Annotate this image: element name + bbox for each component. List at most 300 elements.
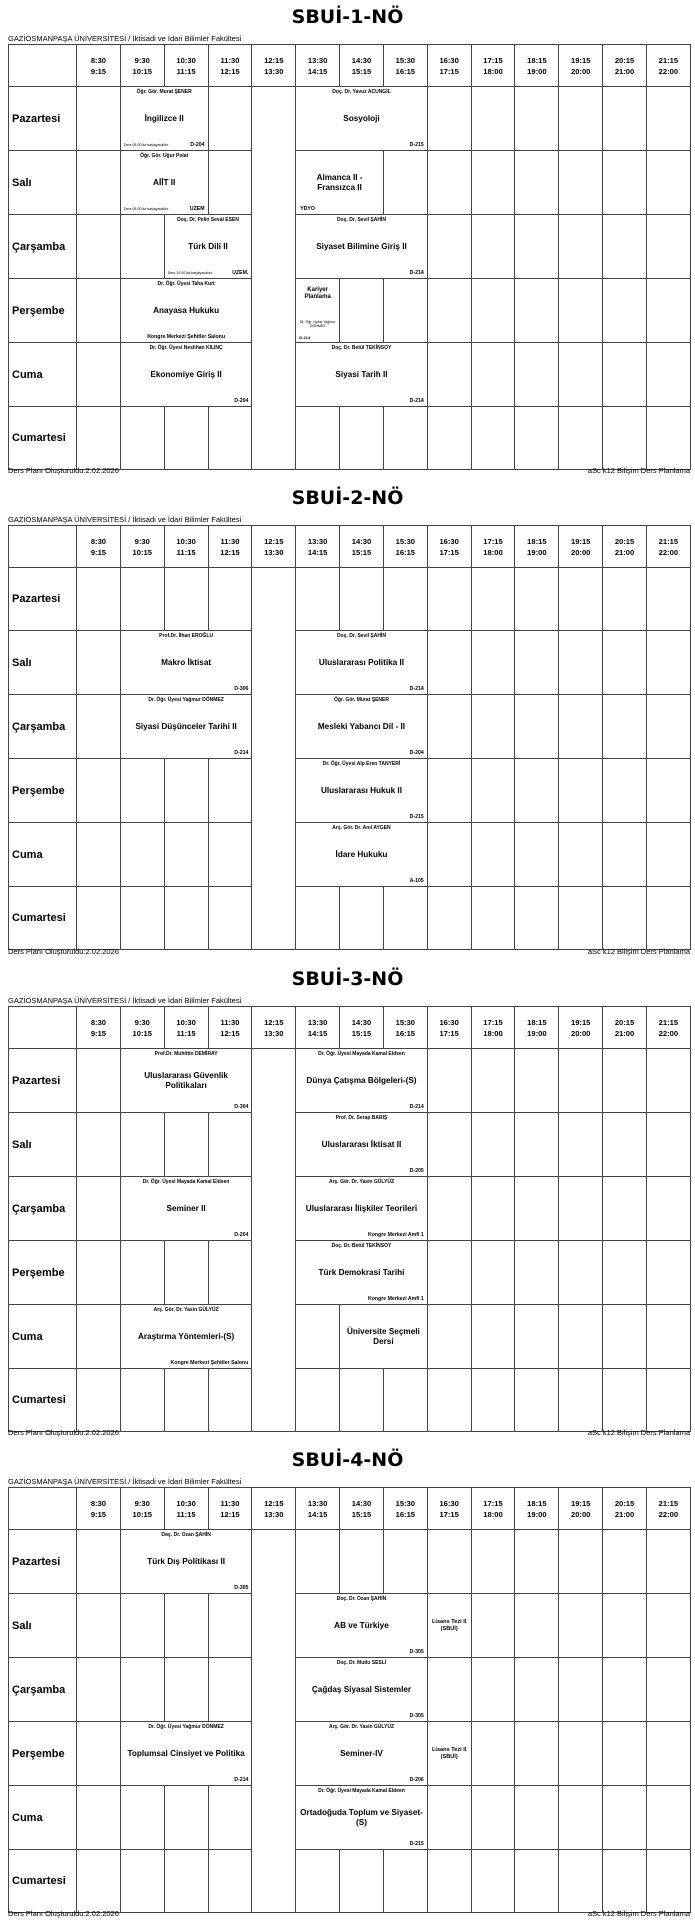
lesson-title: Uluslararası İlişkiler Teorileri: [305, 1203, 418, 1213]
empty-cell: [164, 759, 208, 823]
lesson-content: [428, 1594, 471, 1657]
empty-cell: [471, 1113, 515, 1177]
lesson-content: [296, 695, 427, 758]
empty-cell: [559, 407, 603, 470]
timetable-grid: [8, 1487, 691, 1913]
empty-cell: [646, 1241, 690, 1305]
timeslot-header: [427, 526, 471, 568]
lunch-break-cell: [252, 568, 296, 950]
timeslot-end: 14:15: [307, 66, 328, 76]
timeslot-header: [427, 1007, 471, 1049]
day-label: Pazartesi: [9, 1049, 77, 1113]
empty-cell: [603, 1369, 647, 1432]
lesson-cell[interactable]: [296, 1786, 428, 1850]
lesson-cell[interactable]: [296, 215, 428, 279]
footer-software: aSc k12 Bilişim Ders Planlama: [587, 1909, 690, 1918]
lesson-cell[interactable]: [427, 1594, 471, 1658]
empty-cell: [603, 87, 647, 151]
timeslot-start: 16:30: [439, 536, 459, 546]
empty-cell: [559, 1113, 603, 1177]
timeslot-start: 11:30: [220, 1498, 240, 1508]
lesson-cell[interactable]: [296, 759, 428, 823]
day-label: Çarşamba: [9, 1658, 77, 1722]
timeslot-end: 20:00: [570, 1509, 591, 1519]
lesson-content: [121, 151, 208, 214]
empty-cell: [603, 1305, 647, 1369]
empty-cell: [603, 151, 647, 215]
empty-cell: [646, 759, 690, 823]
lesson-cell[interactable]: [120, 343, 252, 407]
empty-cell: [120, 887, 164, 950]
lesson-room: Kongre Merkezi Şehitler Salonu: [170, 1360, 249, 1366]
lesson-cell[interactable]: [296, 1722, 428, 1786]
timeslot-end: 12:15: [220, 547, 240, 557]
lesson-content: [121, 343, 252, 406]
lesson-content: [296, 1658, 427, 1721]
timetable-page: [0, 1443, 695, 1923]
empty-cell: [427, 1113, 471, 1177]
lesson-content: [296, 279, 339, 342]
timeslot-start: 9:30: [134, 55, 150, 65]
lesson-cell[interactable]: [120, 279, 252, 343]
lesson-room: D-204: [190, 142, 205, 148]
timeslot-end: 13:30: [264, 1509, 284, 1519]
empty-cell: [559, 1850, 603, 1913]
timeslot-header: [427, 1488, 471, 1530]
footer-software: aSc k12 Bilişim Ders Planlama: [587, 466, 690, 475]
timeslot-end: 20:00: [570, 547, 591, 557]
timeslot-end: 12:15: [220, 1509, 240, 1519]
empty-cell: [646, 1722, 690, 1786]
empty-cell: [559, 151, 603, 215]
lesson-cell[interactable]: [296, 151, 384, 215]
timeslot-start: 15:30: [395, 536, 416, 546]
day-label: Cumartesi: [9, 887, 77, 950]
empty-cell: [646, 151, 690, 215]
lesson-title: AİİT II: [153, 177, 176, 187]
empty-cell: [515, 823, 559, 887]
empty-cell: [559, 1722, 603, 1786]
timeslot-header: [252, 1488, 296, 1530]
faculty-name: GAZİOSMANPAŞA ÜNİVERSİTESİ / İktisadi ve İdari Bilimler Fakültesi: [8, 515, 242, 524]
timeslot-start: 16:30: [439, 1017, 459, 1027]
lesson-cell[interactable]: [296, 1049, 428, 1113]
lesson-room: D-306: [234, 686, 249, 692]
empty-cell: [646, 1305, 690, 1369]
timeslot-header: [164, 1007, 208, 1049]
empty-cell: [515, 568, 559, 631]
timeslot-start: 19:15: [570, 55, 591, 65]
lesson-cell[interactable]: [120, 1722, 252, 1786]
timeslot-start: 17:15: [483, 536, 503, 546]
lesson-cell[interactable]: [296, 695, 428, 759]
empty-cell: [515, 151, 559, 215]
timeslot-end: 19:00: [527, 547, 547, 557]
day-label: Perşembe: [9, 1241, 77, 1305]
lesson-content: [296, 343, 427, 406]
day-label: Pazartesi: [9, 568, 77, 631]
page-title: SBUİ-3-NÖ: [291, 968, 404, 990]
empty-cell: [603, 215, 647, 279]
empty-cell: [77, 1722, 121, 1786]
timeslot-end: 10:15: [132, 1509, 152, 1519]
empty-cell: [427, 759, 471, 823]
lesson-content: [121, 1305, 252, 1368]
timeslot-header: [603, 526, 647, 568]
empty-cell: [646, 87, 690, 151]
empty-cell: [120, 1241, 164, 1305]
lesson-cell[interactable]: [296, 1177, 428, 1241]
lesson-room: D-215: [409, 142, 424, 148]
empty-cell: [471, 279, 515, 343]
lesson-teacher: Dr. Öğr. Üyesi Mayada Kamal Eldeen: [142, 1179, 230, 1185]
day-label: Perşembe: [9, 1722, 77, 1786]
timeslot-start: 13:30: [307, 1498, 328, 1508]
timeslot-end: 9:15: [90, 547, 107, 557]
empty-cell: [603, 568, 647, 631]
timeslot-start: 10:30: [176, 536, 196, 546]
empty-cell: [646, 1594, 690, 1658]
timeslot-end: 20:00: [570, 1028, 591, 1038]
empty-cell: [559, 1594, 603, 1658]
lesson-title: Anayasa Hukuku: [153, 305, 220, 315]
empty-cell: [427, 1369, 471, 1432]
lesson-cell[interactable]: [120, 695, 252, 759]
lesson-title: Lisans Tezi II (SBUİ): [431, 1746, 467, 1760]
lesson-cell[interactable]: [120, 631, 252, 695]
lesson-cell[interactable]: [296, 823, 428, 887]
lesson-cell[interactable]: [427, 1722, 471, 1786]
empty-cell: [559, 279, 603, 343]
lesson-room: A-105: [409, 878, 424, 884]
timeslot-start: 17:15: [483, 1498, 503, 1508]
empty-cell: [383, 568, 427, 631]
corner-cell: [9, 526, 77, 568]
timeslot-end: 10:15: [132, 1028, 152, 1038]
lesson-cell[interactable]: [296, 1241, 428, 1305]
lesson-cell[interactable]: [340, 1305, 428, 1369]
empty-cell: [427, 151, 471, 215]
empty-cell: [603, 1850, 647, 1913]
lesson-content: [121, 279, 252, 342]
lesson-cell[interactable]: [296, 1113, 428, 1177]
lesson-cell[interactable]: [120, 1305, 252, 1369]
empty-cell: [208, 1850, 252, 1913]
lesson-teacher: Dr. Öğr. Üyesi Taha Kurt: [157, 281, 215, 287]
timeslot-end: 15:15: [351, 66, 372, 76]
empty-cell: [296, 1369, 340, 1432]
timeslot-header: [383, 45, 427, 87]
lesson-room: D-204: [409, 750, 424, 756]
empty-cell: [515, 759, 559, 823]
lesson-cell[interactable]: [120, 1049, 252, 1113]
footer-software: aSc k12 Bilişim Ders Planlama: [587, 1428, 690, 1437]
lesson-cell[interactable]: [120, 1530, 252, 1594]
empty-cell: [646, 1850, 690, 1913]
empty-cell: [164, 407, 208, 470]
empty-cell: [383, 1530, 427, 1594]
timeslot-start: 20:15: [614, 55, 635, 65]
lesson-teacher: Doç. Dr. Betül TEKİNSOY: [331, 345, 392, 351]
empty-cell: [646, 407, 690, 470]
timeslot-header: [471, 1488, 515, 1530]
empty-cell: [603, 1786, 647, 1850]
lesson-teacher: Doç. Dr. Sevil ŞAHİN: [337, 217, 386, 223]
empty-cell: [603, 823, 647, 887]
empty-cell: [77, 1177, 121, 1241]
lesson-content: [121, 87, 208, 150]
lesson-content: [296, 1241, 427, 1304]
corner-cell: [9, 45, 77, 87]
lesson-note: Ders 08.00'da başlayacaktır.: [123, 143, 170, 147]
empty-cell: [77, 1530, 121, 1594]
empty-cell: [646, 279, 690, 343]
day-label: Cuma: [9, 1305, 77, 1369]
empty-cell: [559, 1530, 603, 1594]
lesson-room: D-205: [409, 1168, 424, 1174]
timeslot-start: 13:30: [307, 1017, 328, 1027]
empty-cell: [296, 887, 340, 950]
timeslot-start: 17:15: [483, 55, 503, 65]
footer-created: Ders Planı Oluşturuldu:2.02.2026: [8, 947, 119, 956]
lesson-room: D-304: [234, 1104, 249, 1110]
timeslot-start: 19:15: [570, 1498, 591, 1508]
day-label: Çarşamba: [9, 215, 77, 279]
timeslot-header: [120, 1488, 164, 1530]
lesson-teacher: Dr. Öğr. Üyesi Alp Eren TANYERİ: [322, 761, 401, 767]
lesson-title: İdare Hukuku: [335, 849, 388, 859]
lesson-cell[interactable]: [296, 87, 428, 151]
empty-cell: [646, 215, 690, 279]
empty-cell: [208, 1113, 252, 1177]
empty-cell: [77, 1658, 121, 1722]
empty-cell: [471, 695, 515, 759]
timeslot-end: 19:00: [527, 1028, 547, 1038]
timeslot-header: [164, 526, 208, 568]
lesson-content: [296, 1786, 427, 1849]
timeslot-header: [383, 1007, 427, 1049]
timeslot-end: 13:30: [264, 1028, 284, 1038]
empty-cell: [296, 407, 340, 470]
timeslot-header: [340, 526, 384, 568]
timeslot-header: [296, 45, 340, 87]
empty-cell: [427, 1658, 471, 1722]
lunch-break-cell: [252, 1530, 296, 1913]
timeslot-start: 13:30: [307, 536, 328, 546]
timeslot-end: 17:15: [439, 1028, 459, 1038]
lesson-content: [296, 631, 427, 694]
timeslot-end: 12:15: [220, 1028, 240, 1038]
empty-cell: [515, 407, 559, 470]
timeslot-end: 9:15: [90, 66, 107, 76]
lesson-content: [296, 1113, 427, 1176]
lesson-cell[interactable]: [296, 1658, 428, 1722]
empty-cell: [77, 1594, 121, 1658]
timeslot-end: 15:15: [351, 1028, 372, 1038]
timeslot-header: [120, 526, 164, 568]
lesson-teacher: Doç. Dr. Betül TEKİNSOY: [331, 1243, 392, 1249]
lesson-title: Uluslararası Güvenlik Politikaları: [144, 1070, 228, 1090]
empty-cell: [646, 887, 690, 950]
timeslot-start: 21:15: [658, 1498, 679, 1508]
lesson-title: Uluslararası İktisat II: [321, 1139, 402, 1149]
empty-cell: [559, 631, 603, 695]
lesson-content: [121, 631, 252, 694]
lesson-content: [428, 1722, 471, 1785]
empty-cell: [77, 823, 121, 887]
empty-cell: [603, 1113, 647, 1177]
lesson-cell[interactable]: [120, 151, 208, 215]
empty-cell: [120, 823, 164, 887]
empty-cell: [515, 1786, 559, 1850]
timeslot-start: 8:30: [90, 1017, 107, 1027]
timeslot-end: 21:00: [614, 1509, 635, 1519]
timeslot-header: [208, 526, 252, 568]
lesson-room: D-214: [299, 335, 311, 340]
timeslot-end: 11:15: [176, 547, 196, 557]
timeslot-header: [208, 45, 252, 87]
empty-cell: [515, 1850, 559, 1913]
empty-cell: [427, 1305, 471, 1369]
lesson-title: Araştırma Yöntemleri-(S): [137, 1331, 235, 1341]
empty-cell: [164, 1786, 208, 1850]
timeslot-start: 19:15: [570, 536, 591, 546]
day-label: Pazartesi: [9, 1530, 77, 1594]
lesson-title: Uluslararası Politika II: [318, 657, 405, 667]
empty-cell: [77, 87, 121, 151]
timeslot-header: [383, 526, 427, 568]
empty-cell: [120, 407, 164, 470]
empty-cell: [427, 1530, 471, 1594]
lesson-title: Siyaset Bilimine Giriş II: [316, 241, 407, 251]
lesson-content: [296, 759, 427, 822]
lesson-content: [121, 695, 252, 758]
empty-cell: [471, 1369, 515, 1432]
lesson-room: D-214: [409, 270, 424, 276]
empty-cell: [120, 1786, 164, 1850]
timeslot-start: 9:30: [134, 1498, 150, 1508]
lesson-title: Üniversite Seçmeli Dersi: [346, 1326, 420, 1346]
empty-cell: [427, 215, 471, 279]
empty-cell: [559, 87, 603, 151]
empty-cell: [120, 568, 164, 631]
faculty-name: GAZİOSMANPAŞA ÜNİVERSİTESİ / İktisadi ve İdari Bilimler Fakültesi: [8, 1477, 242, 1486]
empty-cell: [164, 823, 208, 887]
lesson-room: D-214: [409, 398, 424, 404]
corner-cell: [9, 1007, 77, 1049]
timeslot-header: [120, 1007, 164, 1049]
empty-cell: [515, 1369, 559, 1432]
timeslot-end: 22:00: [658, 66, 679, 76]
lesson-room: D-305: [409, 1713, 424, 1719]
empty-cell: [164, 1241, 208, 1305]
timeslot-start: 18:15: [527, 536, 547, 546]
timeslot-end: 22:00: [658, 1509, 679, 1519]
timeslot-start: 15:30: [395, 55, 416, 65]
lesson-title: Dünya Çatışma Bölgeleri-(S): [306, 1075, 417, 1085]
timeslot-end: 11:15: [176, 1028, 196, 1038]
timeslot-end: 9:15: [90, 1509, 107, 1519]
timeslot-start: 17:15: [483, 1017, 503, 1027]
timeslot-header: [427, 45, 471, 87]
lesson-teacher: Prof. Dr. Serap BARIŞ: [335, 1115, 388, 1121]
timeslot-start: 10:30: [176, 1498, 196, 1508]
lesson-teacher: Öğr. Gör. Murat ŞENER: [333, 697, 389, 703]
timeslot-header: [77, 526, 121, 568]
timeslot-header: [296, 1007, 340, 1049]
timeslot-end: 10:15: [132, 547, 152, 557]
lesson-teacher: Doç. Dr. Sevil ŞAHİN: [337, 633, 386, 639]
empty-cell: [646, 343, 690, 407]
lesson-cell[interactable]: [296, 1594, 428, 1658]
timeslot-header: [252, 1007, 296, 1049]
timeslot-header: [515, 526, 559, 568]
empty-cell: [208, 87, 252, 151]
lesson-cell[interactable]: [296, 279, 340, 343]
lesson-cell[interactable]: [296, 343, 428, 407]
empty-cell: [164, 887, 208, 950]
timeslot-header: [77, 1488, 121, 1530]
timeslot-header: [603, 1007, 647, 1049]
empty-cell: [471, 87, 515, 151]
lesson-note: Ders 10.00'da başlayacaktır.: [167, 271, 213, 275]
lesson-title: Siyasi Düşünceler Tarihi II: [135, 721, 237, 731]
lesson-room: D-215: [409, 814, 424, 820]
empty-cell: [603, 1049, 647, 1113]
empty-cell: [515, 87, 559, 151]
timeslot-start: 11:30: [220, 536, 240, 546]
empty-cell: [340, 279, 384, 343]
empty-cell: [296, 568, 340, 631]
timeslot-start: 8:30: [90, 1498, 107, 1508]
timeslot-start: 18:15: [527, 1498, 547, 1508]
empty-cell: [559, 1369, 603, 1432]
lunch-break-cell: [252, 87, 296, 470]
empty-cell: [77, 1369, 121, 1432]
lesson-teacher: Dr. Öğr. Üyesi Neslihan KILINÇ: [149, 345, 223, 351]
timeslot-start: 14:30: [351, 55, 372, 65]
empty-cell: [427, 695, 471, 759]
lesson-title: Seminer II: [166, 1203, 206, 1213]
empty-cell: [427, 279, 471, 343]
timeslot-header: [340, 1007, 384, 1049]
timeslot-header: [77, 45, 121, 87]
empty-cell: [471, 1177, 515, 1241]
lesson-cell[interactable]: [120, 87, 208, 151]
lesson-room: D-305: [409, 1649, 424, 1655]
empty-cell: [77, 1850, 121, 1913]
timeslot-end: 10:15: [132, 66, 152, 76]
lesson-cell[interactable]: [120, 1177, 252, 1241]
timeslot-header: [515, 1007, 559, 1049]
timeslot-start: 12:15: [264, 1498, 284, 1508]
empty-cell: [427, 1049, 471, 1113]
lesson-cell[interactable]: [296, 631, 428, 695]
lesson-teacher: Öğr. Gör. Uğur Polat: [140, 153, 189, 159]
empty-cell: [296, 1305, 340, 1369]
empty-cell: [120, 1658, 164, 1722]
empty-cell: [296, 1850, 340, 1913]
timeslot-start: 16:30: [439, 55, 459, 65]
empty-cell: [427, 823, 471, 887]
timeslot-end: 18:00: [483, 66, 503, 76]
empty-cell: [164, 1850, 208, 1913]
lesson-cell[interactable]: [164, 215, 252, 279]
timetable-grid: [8, 525, 691, 950]
empty-cell: [120, 1850, 164, 1913]
lesson-teacher: Dr. Öğr. Üyesi Yağmur DÖNMEZ: [148, 697, 224, 703]
empty-cell: [471, 631, 515, 695]
